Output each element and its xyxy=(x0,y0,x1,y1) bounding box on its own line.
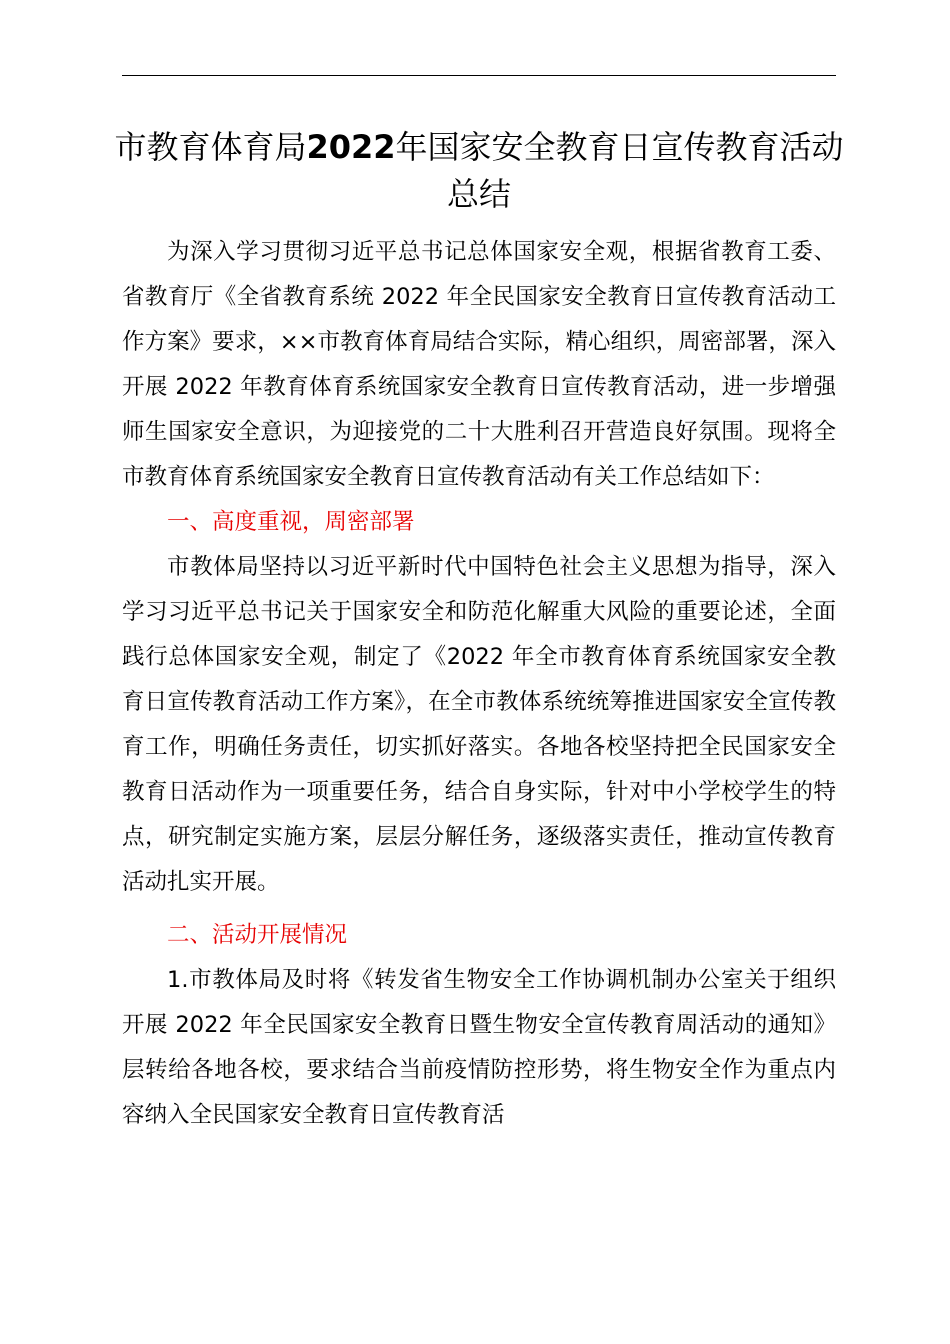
document-title xyxy=(110,124,848,218)
section-gap xyxy=(122,905,836,913)
title-part1: 市教育体育局 xyxy=(114,128,307,166)
section-2-heading: 二、活动开展情况 xyxy=(167,922,348,948)
intro-paragraph: 为深入学习贯彻习近平总书记总体国家安全观，根据省教育工委、省教育厅《全省教育系统 2022 年全民国家安全教育日宣传教育活动工作方案》要求，××市教育体育局结合实际，精心组织，周密部署，深入开展 2022 年教育体育系统国家安全教育日宣传教育活动，进一步增强师生国家安全意识，为迎接党的二十大胜利召开营造良好氛围。现将全市教育体育系统国家安全教育日宣传教育活动有关工作总结如下： xyxy=(122,239,836,490)
section-1-paragraph: 市教体局坚持以习近平新时代中国特色社会主义思想为指导，深入学习习近平总书记关于国家安全和防范化解重大风险的重要论述，全面践行总体国家安全观，制定了《2022 年全市教育体育系统国家安全教育日宣传教育活动工作方案》，在全市教体系统统筹推进国家安全宣传教育工作，明确任务责任，切实抓好落实。各地各校坚持把全民国家安全教育日活动作为一项重要任务，结合自身实际，针对中小学校学生的特点，研究制定实施方案，层层分解任务，逐级落实责任，推动宣传教育活动扎实开展。 xyxy=(122,554,836,895)
title-year: 2022 xyxy=(306,128,396,166)
section-2-paragraph: 1.市教体局及时将《转发省生物安全工作协调机制办公室关于组织开展 2022 年全民国家安全教育日暨生物安全宣传教育周活动的通知》层转给各地各校，要求结合当前疫情防控形势，将生物安全作为重点内容纳入全民国家安全教育日宣传教育活 xyxy=(122,967,836,1128)
title-part2: 年国家安全教育日宣传教育活动总结 xyxy=(395,128,844,213)
document-body xyxy=(122,230,836,1138)
header-rule xyxy=(122,75,836,76)
section-1-heading: 一、高度重视，周密部署 xyxy=(167,509,415,535)
